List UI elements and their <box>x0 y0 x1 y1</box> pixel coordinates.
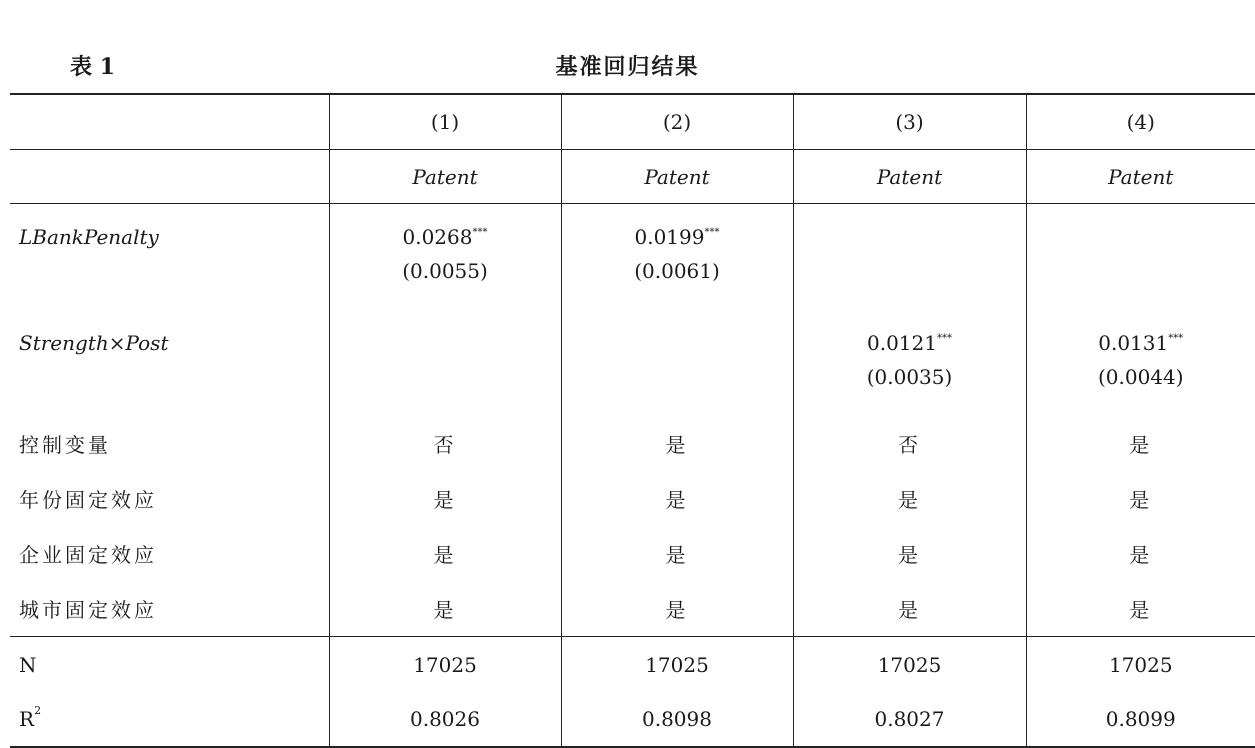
table-cell: 是 <box>329 526 561 581</box>
table-row-n <box>10 637 1255 693</box>
row-label: 控制变量 <box>10 416 329 471</box>
significance-stars: *** <box>1168 333 1183 344</box>
coefficient-cell <box>329 204 561 311</box>
standard-error: (0.0061) <box>562 254 793 288</box>
table-cell: 是 <box>793 526 1026 581</box>
dependent-stub-cell <box>10 150 329 204</box>
table-cell: 是 <box>793 581 1026 637</box>
table-cell: 是 <box>561 471 793 526</box>
table-cell: 17025 <box>793 637 1026 693</box>
coefficient-value: 0.0199 <box>635 225 705 249</box>
table-cell: 0.8099 <box>1026 692 1255 747</box>
significance-stars: *** <box>704 227 719 238</box>
table-row-city-fe <box>10 581 1255 637</box>
table-cell: 是 <box>561 581 793 637</box>
table-title: 基准回归结果 <box>0 50 1255 81</box>
table-row-lbank-penalty <box>10 204 1255 311</box>
table-cell: 17025 <box>561 637 793 693</box>
table-cell: 0.8026 <box>329 692 561 747</box>
table-cell: 17025 <box>1026 637 1255 693</box>
table-cell: 17025 <box>329 637 561 693</box>
row-label: R <box>19 707 34 731</box>
standard-error: (0.0055) <box>330 254 561 288</box>
column-number-row <box>10 94 1255 150</box>
dependent-variable-row <box>10 150 1255 204</box>
table-cell: 是 <box>561 416 793 471</box>
column-number: (2) <box>561 94 793 150</box>
header-stub-cell <box>10 94 329 150</box>
row-label: 企业固定效应 <box>10 526 329 581</box>
table-cell: 0.8027 <box>793 692 1026 747</box>
coefficient-cell <box>793 204 1026 311</box>
table-cell: 是 <box>329 581 561 637</box>
standard-error: (0.0044) <box>1027 360 1255 394</box>
table-label: 表 1 <box>70 50 115 81</box>
table-cell: 是 <box>561 526 793 581</box>
row-label: 年份固定效应 <box>10 471 329 526</box>
dependent-variable: Patent <box>1026 150 1255 204</box>
standard-error: (0.0035) <box>794 360 1026 394</box>
coefficient-value: 0.0131 <box>1098 331 1168 355</box>
coefficient-value: 0.0121 <box>867 331 937 355</box>
coefficient-cell <box>561 204 793 311</box>
column-number: (1) <box>329 94 561 150</box>
dependent-variable: Patent <box>793 150 1026 204</box>
dependent-variable: Patent <box>561 150 793 204</box>
table-cell: 是 <box>793 471 1026 526</box>
row-label: LBankPenalty <box>10 204 329 311</box>
row-label: N <box>10 637 329 693</box>
significance-stars: *** <box>472 227 487 238</box>
coefficient-value: 0.0268 <box>403 225 473 249</box>
significance-stars: *** <box>937 333 952 344</box>
table-cell: 否 <box>793 416 1026 471</box>
coefficient-cell <box>793 310 1026 416</box>
table-row-year-fe <box>10 471 1255 526</box>
column-number: (3) <box>793 94 1026 150</box>
row-label: 城市固定效应 <box>10 581 329 637</box>
row-label: Strength×Post <box>10 310 329 416</box>
regression-results-table <box>10 93 1255 748</box>
coefficient-cell <box>1026 204 1255 311</box>
coefficient-cell <box>1026 310 1255 416</box>
table-row-strength-post <box>10 310 1255 416</box>
table-cell: 否 <box>329 416 561 471</box>
table-cell: 是 <box>1026 581 1255 637</box>
table-cell: 是 <box>1026 526 1255 581</box>
coefficient-cell <box>561 310 793 416</box>
table-cell: 0.8098 <box>561 692 793 747</box>
table-row-controls <box>10 416 1255 471</box>
table-cell: 是 <box>1026 416 1255 471</box>
table-row-firm-fe <box>10 526 1255 581</box>
column-number: (4) <box>1026 94 1255 150</box>
table-row-r2 <box>10 692 1255 747</box>
coefficient-cell <box>329 310 561 416</box>
dependent-variable: Patent <box>329 150 561 204</box>
table-cell: 是 <box>329 471 561 526</box>
superscript: 2 <box>34 704 41 717</box>
table-cell: 是 <box>1026 471 1255 526</box>
row-label-r2 <box>10 692 329 747</box>
